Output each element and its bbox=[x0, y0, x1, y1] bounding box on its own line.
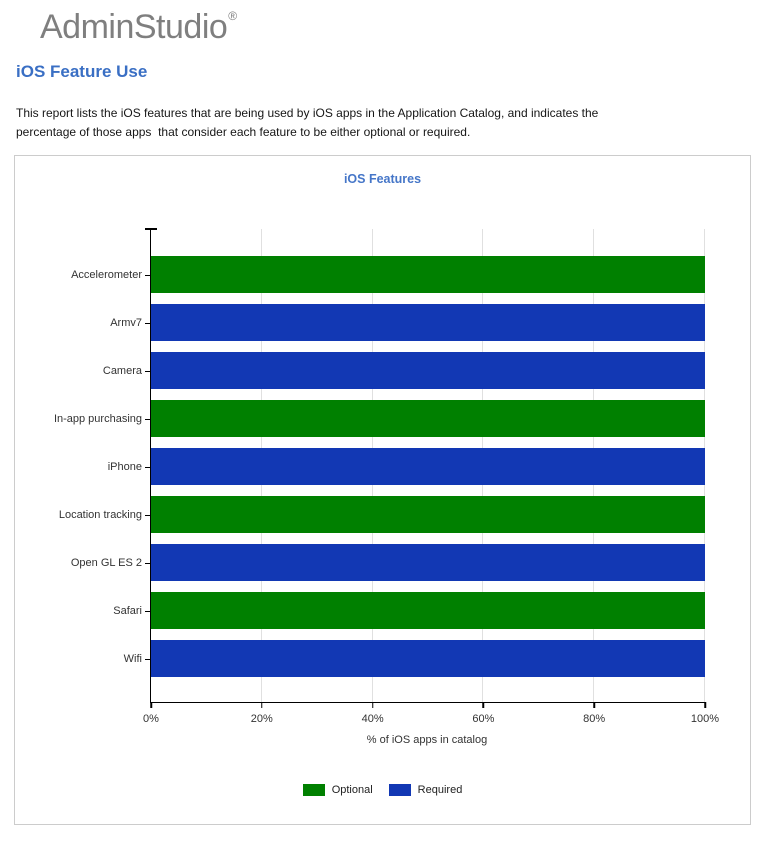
bar-accelerometer-optional bbox=[151, 256, 705, 293]
legend-swatch-required bbox=[389, 784, 411, 796]
bar-armv7-required bbox=[151, 304, 705, 341]
category-label-iphone: iPhone bbox=[107, 460, 142, 473]
bar-open-gl-es-2-required bbox=[151, 544, 705, 581]
category-label-in-app-purchasing: In-app purchasing bbox=[53, 412, 142, 425]
x-axis-tick-100% bbox=[704, 702, 706, 708]
legend-item-optional bbox=[303, 784, 373, 796]
bar-iphone-required bbox=[151, 448, 705, 485]
legend-swatch-optional bbox=[303, 784, 325, 796]
bar-safari-optional bbox=[151, 592, 705, 629]
category-label-armv7: Armv7 bbox=[110, 316, 142, 329]
category-label-location-tracking: Location tracking bbox=[58, 508, 142, 521]
x-axis-tick-label-100%: 100% bbox=[690, 713, 720, 725]
x-axis-tick-label-20%: 20% bbox=[250, 713, 273, 725]
chart-title: iOS Features bbox=[343, 172, 422, 186]
x-axis-tick-label-0%: 0% bbox=[143, 713, 159, 725]
bar-location-tracking-optional bbox=[151, 496, 705, 533]
x-axis-tick-60% bbox=[483, 702, 485, 708]
bar-camera-required bbox=[151, 352, 705, 389]
category-label-safari: Safari bbox=[113, 604, 142, 617]
legend-label-required: Required bbox=[417, 784, 463, 796]
plot-area bbox=[53, 229, 720, 725]
adminstudio-logo-text: AdminStudio bbox=[40, 8, 228, 46]
adminstudio-logo bbox=[40, 8, 237, 47]
x-axis-tick-label-80%: 80% bbox=[583, 713, 606, 725]
bar-wifi-required bbox=[151, 640, 705, 677]
category-label-wifi: Wifi bbox=[123, 652, 142, 665]
category-label-open-gl-es-2: Open GL ES 2 bbox=[70, 556, 142, 569]
chart-legend bbox=[15, 784, 750, 796]
x-axis-tick-label-60%: 60% bbox=[472, 713, 495, 725]
x-axis-tick-20% bbox=[261, 702, 263, 708]
legend-item-required bbox=[389, 784, 463, 796]
x-axis-tick-label-40%: 40% bbox=[361, 713, 384, 725]
x-axis-tick-0% bbox=[150, 702, 152, 708]
x-axis-title: % of iOS apps in catalog bbox=[366, 734, 488, 746]
x-axis-tick-40% bbox=[372, 702, 374, 708]
chart-container bbox=[14, 155, 751, 825]
y-axis-top-cap bbox=[145, 228, 157, 230]
x-axis-tick-80% bbox=[593, 702, 595, 708]
legend-label-optional: Optional bbox=[331, 784, 373, 796]
page-title: iOS Feature Use bbox=[16, 62, 148, 81]
report-description: This report lists the iOS features that are being used by iOS apps in the Application Catalog, and indicates the percentage of those apps that consider each feature to be either optional or required. bbox=[16, 106, 602, 139]
registered-trademark-symbol: ® bbox=[228, 9, 237, 23]
category-label-camera: Camera bbox=[102, 364, 142, 377]
category-label-accelerometer: Accelerometer bbox=[71, 268, 142, 281]
bar-in-app-purchasing-optional bbox=[151, 400, 705, 437]
